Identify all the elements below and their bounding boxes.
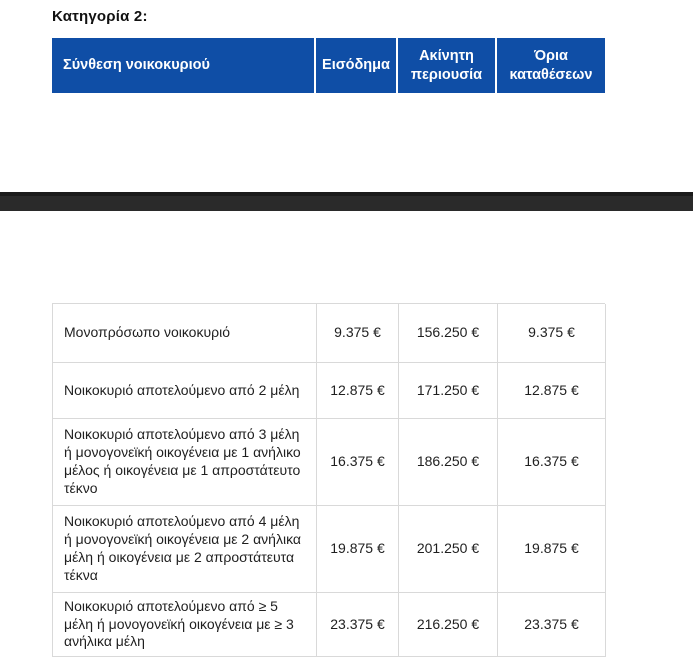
cell-deposits: 16.375 € bbox=[498, 419, 606, 506]
cell-property: 216.250 € bbox=[399, 593, 498, 657]
table-row bbox=[53, 419, 605, 506]
table-header-row bbox=[52, 38, 605, 93]
cell-composition: Νοικοκυριό αποτελούμενο από 4 μέλη ή μονογονεϊκή οικογένεια με 2 ανήλικα μέλη ή οικογένεια με 2 απροστάτευτα τέκνα bbox=[53, 506, 317, 593]
cell-composition: Μονοπρόσωπο νοικοκυριό bbox=[53, 304, 317, 363]
cell-deposits: 19.875 € bbox=[498, 506, 606, 593]
cell-composition: Νοικοκυριό αποτελούμενο από ≥ 5 μέλη ή μονογονεϊκή οικογένεια με ≥ 3 ανήλικα μέλη bbox=[53, 593, 317, 657]
page-break-bar bbox=[0, 192, 693, 211]
table-body bbox=[52, 303, 605, 657]
cell-income: 9.375 € bbox=[317, 304, 399, 363]
cell-composition: Νοικοκυριό αποτελούμενο από 3 μέλη ή μονογονεϊκή οικογένεια με 1 ανήλικο μέλος ή οικογένεια με 1 απροστάτευτο τέκνο bbox=[53, 419, 317, 506]
table-header-deposits: Όρια καταθέσεων bbox=[509, 48, 593, 83]
table-header-income: Εισόδημα bbox=[316, 38, 398, 93]
cell-deposits: 12.875 € bbox=[498, 363, 606, 419]
cell-deposits: 9.375 € bbox=[498, 304, 606, 363]
cell-property: 186.250 € bbox=[399, 419, 498, 506]
table-row bbox=[53, 593, 605, 657]
table-row bbox=[53, 363, 605, 419]
table-header-property: Ακίνητη περιουσία bbox=[398, 38, 497, 93]
cell-deposits: 23.375 € bbox=[498, 593, 606, 657]
cell-income: 19.875 € bbox=[317, 506, 399, 593]
table-row bbox=[53, 304, 605, 363]
cell-property: 201.250 € bbox=[399, 506, 498, 593]
cell-property: 156.250 € bbox=[399, 304, 498, 363]
cell-property: 171.250 € bbox=[399, 363, 498, 419]
cell-income: 12.875 € bbox=[317, 363, 399, 419]
cell-composition: Νοικοκυριό αποτελούμενο από 2 μέλη bbox=[53, 363, 317, 419]
cell-income: 16.375 € bbox=[317, 419, 399, 506]
table-row bbox=[53, 506, 605, 593]
cell-income: 23.375 € bbox=[317, 593, 399, 657]
table-header-composition: Σύνθεση νοικοκυριού bbox=[52, 38, 316, 93]
page-title: Κατηγορία 2: bbox=[52, 8, 148, 25]
